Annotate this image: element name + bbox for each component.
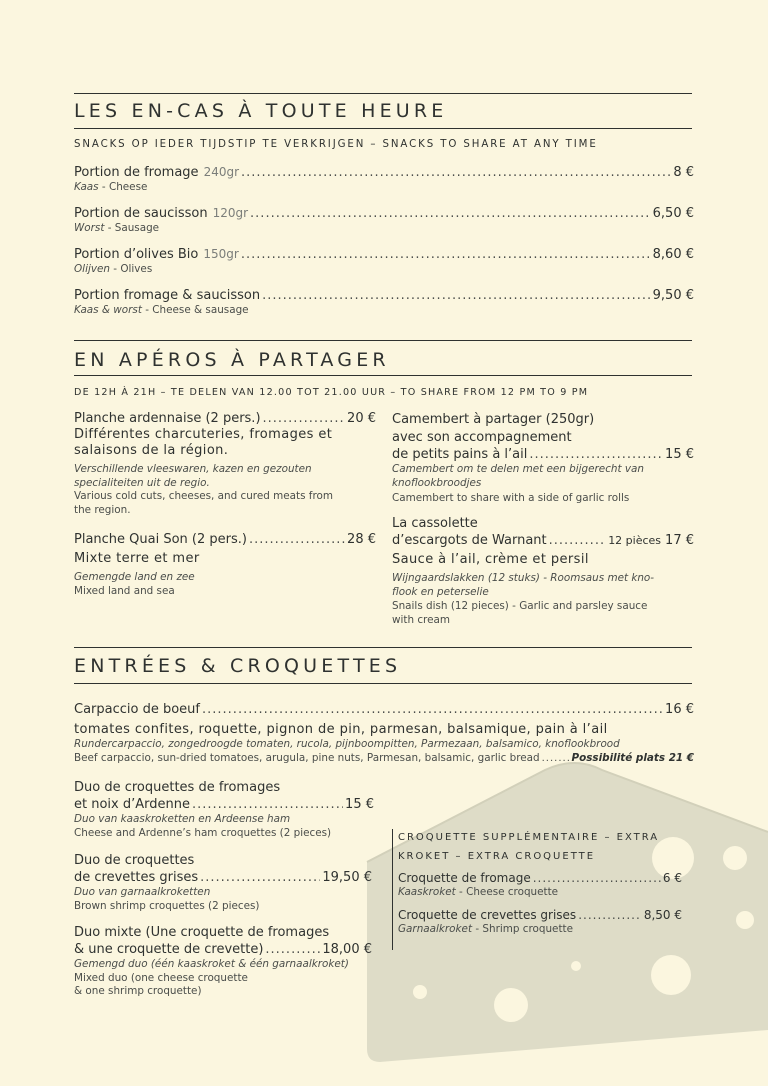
item-name: & une croquette de crevette) bbox=[74, 942, 264, 957]
dot-leader bbox=[542, 752, 570, 766]
item-name: d’escargots de Warnant bbox=[392, 533, 547, 548]
item-name: Croquette de fromage bbox=[398, 871, 531, 885]
dot-leader bbox=[250, 206, 651, 222]
item-en: Sausage bbox=[114, 222, 160, 234]
dot-leader bbox=[578, 907, 642, 923]
item-nl: Kaaskroket bbox=[398, 886, 456, 898]
item-weight: 150gr bbox=[203, 247, 239, 261]
item-name: La cassolette bbox=[392, 516, 478, 531]
item-name: Camembert à partager (250gr) bbox=[392, 412, 595, 427]
item-name: Carpaccio de boeuf bbox=[74, 702, 201, 717]
item-en: Mixed duo (one cheese croquette bbox=[74, 971, 248, 984]
dot-leader bbox=[262, 288, 651, 304]
dot-leader bbox=[263, 411, 346, 427]
item-nl: Olijven bbox=[74, 263, 110, 275]
section-title-entrees: ENTRÉES & CROQUETTES bbox=[74, 655, 402, 677]
dot-leader bbox=[241, 165, 671, 181]
menu-item-escargots bbox=[392, 515, 694, 627]
item-name: Duo de croquettes bbox=[74, 853, 195, 868]
menu-item: Portion fromage & saucisson ..... 9,50 € Kaas & worst - Cheese & sausage bbox=[74, 288, 694, 317]
extra-title-line: KROKET – EXTRA CROQUETTE bbox=[398, 851, 596, 862]
item-name: Portion d’olives Bio bbox=[74, 247, 199, 262]
item-nl: Verschillende vleeswaren, kazen en gezouten bbox=[74, 463, 312, 475]
item-en: Beef carpaccio, sun-dried tomatoes, arugula, pine nuts, Parmesan, balsamic, garlic bread bbox=[74, 751, 540, 764]
item-en: with cream bbox=[392, 613, 450, 626]
dot-leader bbox=[249, 532, 345, 548]
menu-item-camembert bbox=[392, 411, 694, 506]
dot-leader bbox=[549, 533, 607, 549]
item-nl: Kaas & worst bbox=[74, 304, 142, 316]
item-nl: flook en peterselie bbox=[392, 585, 489, 598]
item-nl: Duo van kaaskroketten en Ardeense ham bbox=[74, 813, 291, 825]
item-price: 17 € bbox=[665, 533, 694, 548]
divider bbox=[74, 375, 692, 376]
item-en: & one shrimp croquette) bbox=[74, 985, 202, 997]
item-name: Croquette de crevettes grises bbox=[398, 908, 577, 922]
item-name: Portion fromage & saucisson bbox=[74, 288, 261, 303]
item-nl: Duo van garnaalkroketten bbox=[74, 886, 211, 898]
section-subtitle-snacks: SNACKS OP IEDER TIJDSTIP TE VERKRIJGEN – SNACKS TO SHARE AT ANY TIME bbox=[74, 139, 598, 150]
menu-item: Portion de saucisson 120gr ..... 6,50 € Worst - Sausage bbox=[74, 205, 694, 235]
dot-leader bbox=[529, 447, 663, 463]
item-en: Various cold cuts, cheeses, and cured meats from bbox=[74, 490, 333, 502]
dot-leader bbox=[202, 702, 663, 718]
item-en: Snails dish (12 pieces) - Garlic and parsley sauce bbox=[392, 600, 648, 612]
dot-leader bbox=[200, 870, 320, 886]
item-description: Sauce à l’ail, crème et persil bbox=[392, 552, 589, 567]
item-name: et noix d’Ardenne bbox=[74, 797, 190, 812]
extra-item: Croquette de fromage ..... 6 € Kaaskroket - Cheese croquette bbox=[398, 870, 682, 899]
section-subtitle-aperos: DE 12H À 21H – TE DELEN VAN 12.00 TOT 21.00 UUR – TO SHARE FROM 12 PM TO 9 PM bbox=[74, 387, 589, 398]
menu-item-ardennaise bbox=[74, 411, 376, 517]
item-name: de petits pains à l’ail bbox=[392, 447, 528, 462]
item-price: 8,50 € bbox=[643, 908, 682, 922]
item-price: 28 € bbox=[347, 532, 376, 547]
item-en: Brown shrimp croquettes (2 pieces) bbox=[74, 899, 260, 912]
item-nl: Rundercarpaccio, zongedroogde tomaten, rucola, pijnboompitten, Parmezaan, balsamico, knoflookbrood bbox=[74, 738, 620, 750]
dot-leader bbox=[265, 942, 320, 958]
menu-item-duo-crevettes bbox=[74, 852, 372, 913]
item-en: Cheese bbox=[108, 181, 148, 193]
menu-item-duo-mixte bbox=[74, 924, 372, 999]
item-nl: Garnaalkroket bbox=[398, 923, 473, 935]
item-price: 9,50 € bbox=[652, 288, 694, 303]
extra-item: Croquette de crevettes grises ..... 8,50 € Garnaalkroket - Shrimp croquette bbox=[398, 907, 682, 936]
item-en: Camembert to share with a side of garlic rolls bbox=[392, 492, 630, 504]
divider bbox=[74, 93, 692, 94]
item-description: Mixte terre et mer bbox=[74, 551, 200, 566]
item-name: Planche ardennaise (2 pers.) bbox=[74, 411, 261, 426]
item-en: Olives bbox=[120, 263, 153, 275]
item-nl: Gemengde land en zee bbox=[74, 571, 195, 583]
divider bbox=[74, 683, 692, 684]
extra-croquette-title bbox=[398, 828, 659, 866]
menu-item-duo-fromage bbox=[74, 779, 374, 840]
menu-item-carpaccio bbox=[74, 702, 694, 765]
item-en: Cheese and Ardenne’s ham croquettes (2 pieces) bbox=[74, 826, 332, 839]
item-en: the region. bbox=[74, 503, 131, 516]
item-price: 8 € bbox=[673, 165, 694, 180]
item-name: Duo mixte (Une croquette de fromages bbox=[74, 925, 330, 940]
menu-item: Portion d’olives Bio 150gr ..... 8,60 € Olijven - Olives bbox=[74, 246, 694, 276]
item-price: 20 € bbox=[347, 411, 376, 426]
item-nl: Gemengd duo (één kaaskroket & één garnaalkroket) bbox=[74, 958, 349, 970]
section-title-snacks: LES EN-CAS À TOUTE HEURE bbox=[74, 100, 448, 122]
item-weight: 240gr bbox=[203, 165, 240, 179]
divider bbox=[74, 647, 692, 648]
item-name: Duo de croquettes de fromages bbox=[74, 780, 281, 795]
item-price: 19,50 € bbox=[322, 870, 372, 885]
item-description: salaisons de la région. bbox=[74, 443, 229, 458]
item-name: Portion de saucisson bbox=[74, 206, 208, 221]
item-quantity: 12 pièces bbox=[608, 534, 662, 547]
section-title-aperos: EN APÉROS À PARTAGER bbox=[74, 349, 390, 371]
dot-leader bbox=[241, 247, 651, 263]
dot-leader bbox=[192, 797, 343, 813]
menu-item: Portion de fromage 240gr ..... 8 € Kaas - Cheese bbox=[74, 164, 694, 194]
item-en: Cheese & sausage bbox=[152, 304, 249, 316]
item-note: Possibilité plats 21 € bbox=[571, 751, 694, 764]
extra-title-line: CROQUETTE SUPPLÉMENTAIRE – EXTRA bbox=[398, 832, 660, 843]
item-price: 18,00 € bbox=[322, 942, 372, 957]
item-price: 16 € bbox=[665, 702, 694, 717]
item-en: Mixed land and sea bbox=[74, 584, 175, 597]
item-en: Shrimp croquette bbox=[482, 923, 573, 935]
item-name: Portion de fromage bbox=[74, 165, 199, 180]
item-nl: Worst bbox=[74, 222, 105, 234]
item-description: Différentes charcuteries, fromages et bbox=[74, 427, 333, 442]
item-price: 15 € bbox=[665, 447, 694, 462]
item-weight: 120gr bbox=[212, 206, 249, 220]
item-price: 15 € bbox=[345, 797, 374, 812]
dot-leader bbox=[533, 870, 661, 886]
menu-item-quai-son bbox=[74, 532, 376, 598]
item-name: Planche Quai Son (2 pers.) bbox=[74, 532, 247, 547]
item-nl: knoflookbroodjes bbox=[392, 476, 482, 489]
divider bbox=[74, 128, 692, 129]
divider bbox=[74, 340, 692, 341]
item-en: Cheese croquette bbox=[466, 886, 559, 898]
item-price: 8,60 € bbox=[652, 247, 694, 262]
item-price: 6 € bbox=[662, 871, 682, 885]
item-nl: Camembert om te delen met een bijgerecht van bbox=[392, 463, 644, 475]
item-name: de crevettes grises bbox=[74, 870, 199, 885]
item-description: tomates confites, roquette, pignon de pin, parmesan, balsamique, pain à l’ail bbox=[74, 722, 608, 737]
item-price: 6,50 € bbox=[652, 206, 694, 221]
item-nl: specialiteiten uit de regio. bbox=[74, 476, 210, 489]
item-nl: Kaas bbox=[74, 181, 99, 193]
item-nl: Wijngaardslakken (12 stuks) - Roomsaus met kno- bbox=[392, 572, 655, 584]
item-name: avec son accompagnement bbox=[392, 430, 572, 445]
